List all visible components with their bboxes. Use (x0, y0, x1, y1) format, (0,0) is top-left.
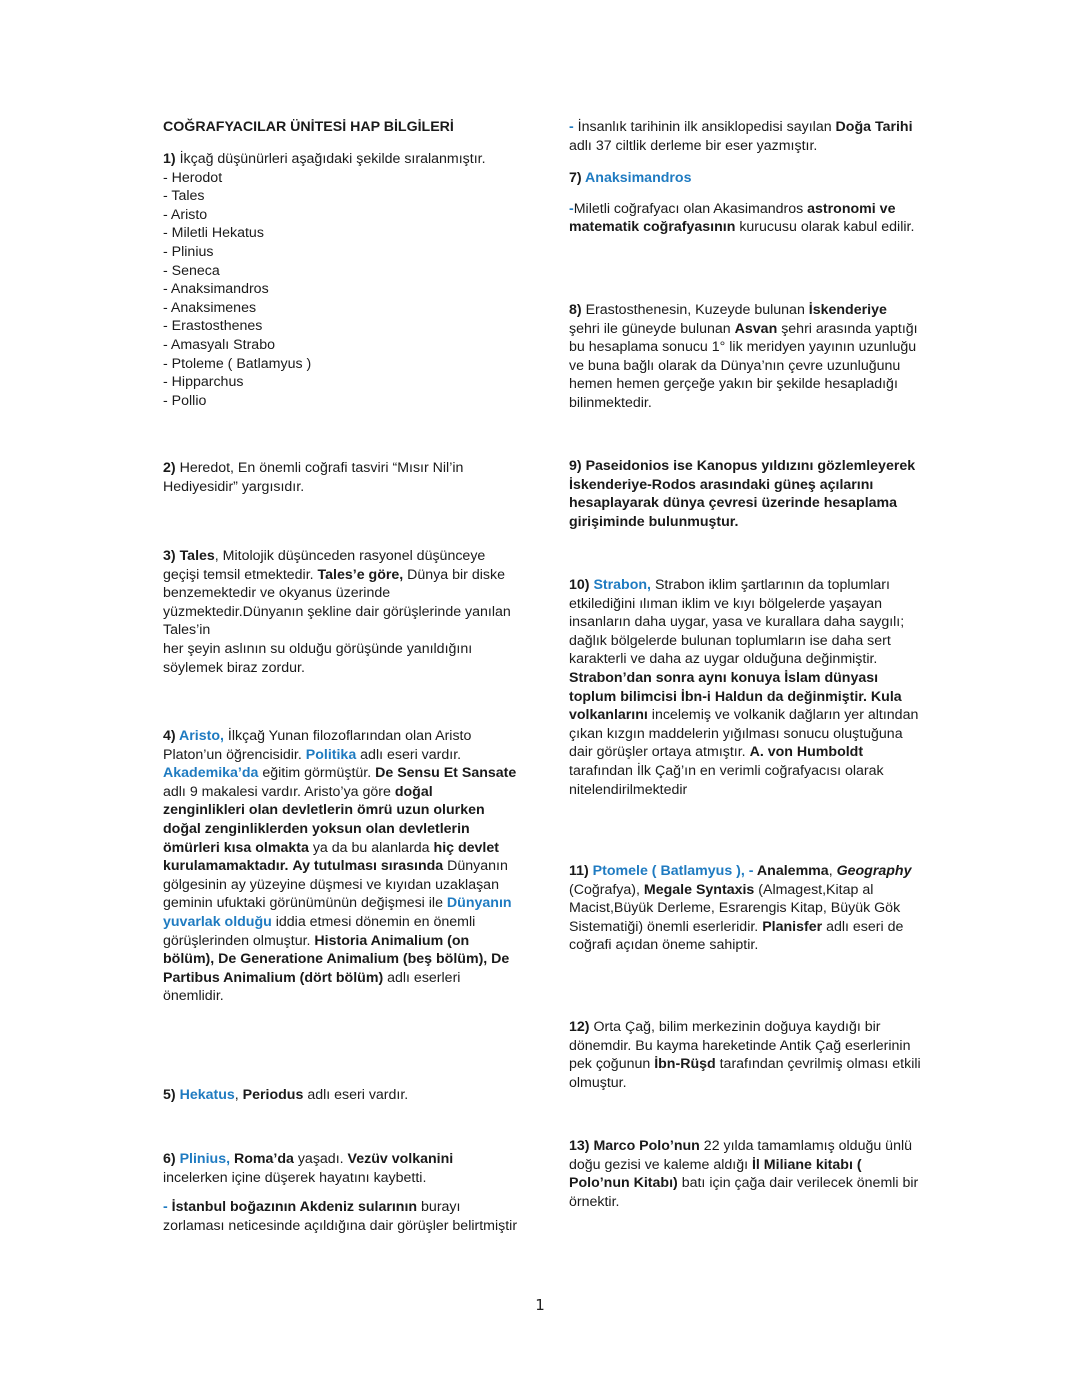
list-item: - Amasyalı Strabo (163, 336, 275, 353)
bold-text: Doğa Tarihi (835, 119, 913, 135)
bold-text: Roma’da (230, 1151, 294, 1167)
section-number: 11) (569, 863, 589, 879)
bold-text: Vezüv volkanini (347, 1151, 454, 1167)
section-text: Dünya bir diske benzemektedir ve okyanus üzerinde yüzmektedir.Dünyanın şekline dair görüşlerinde yanılan Tales’in (163, 566, 511, 639)
section-text: iddia etmesi dönemin en önemli görüşlerinden olmuştur. (163, 913, 476, 949)
section-text: her şeyin aslının su olduğu görüşünde yanıldığını söylemek biraz zordur. (163, 640, 473, 676)
section-number: 6) (163, 1151, 176, 1167)
section-text: adlı 37 ciltlik derleme bir eser yazmıştır. (569, 137, 818, 154)
bold-text: hiç devlet kurulamamaktadır. (163, 839, 499, 875)
thinkers-list (163, 169, 518, 411)
list-item: - Herodot (163, 169, 223, 186)
section-number: 10) (569, 577, 590, 593)
section-text: İlkçağ Yunan filozoflarından olan Aristo Platon’un öğrencisidir. (163, 728, 472, 763)
section-name: Aristo, (175, 728, 224, 744)
section-text: incelemiş ve volkanik dağların yer altından çıkan kızgın maddelerin yığılması sonucu oluştuğuna dair görüşler ortaya atmıştır. (569, 707, 919, 761)
bold-text: Tales’e göre, (317, 566, 404, 583)
section-text: şehri ile güneyde bulunan (569, 320, 735, 337)
section-text: burayı zorlaması neticesinde açıldığına dair görüşler belirtmiştir (163, 1199, 518, 1234)
section-text: adlı 9 makalesi vardır. Aristo’ya göre (163, 783, 395, 800)
section-6 (163, 1150, 518, 1235)
section-13 (569, 1137, 921, 1211)
section-text: adlı eseri vardır. (356, 746, 462, 763)
section-text: adlı eseri vardır. (303, 1087, 409, 1103)
bold-text: astronomi ve matematik coğrafyasının (569, 200, 896, 236)
section-number: 9) (569, 458, 582, 474)
section-8 (569, 301, 921, 413)
bold-text: Historia Animalium (on bölüm), De Generatione Animalium (beş bölüm), De Partibus Animalium (dört bölüm) (163, 932, 510, 986)
section-name: Ptomele ( Batlamyus ), - (588, 863, 754, 879)
section-name: Tales (175, 548, 215, 564)
section-text: Erastosthenesin, Kuzeyde bulunan (581, 302, 809, 318)
section-number: 1) (163, 151, 176, 167)
section-text: (Coğrafya), (569, 881, 644, 898)
list-item: - Pollio (163, 392, 207, 409)
section-2 (163, 459, 518, 496)
bold-text: İskenderiye (808, 302, 887, 318)
section-number: 5) (163, 1087, 176, 1103)
bold-text: De Sensu Et Sansate (375, 765, 517, 782)
section-text: tarafından çevrilmiş olması etkili olmuştur. (569, 1056, 921, 1091)
bold-text: Paseidonios ise Kanopus yıldızını gözlemleyerek İskenderiye-Rodos arasındaki güneş açılarını hesaplayarak dünya çevresi üzerinde hesaplama girişiminde bulunmuştur. (569, 458, 916, 530)
list-item: - Miletli Hekatus (163, 225, 264, 242)
section-number: 4) (163, 728, 176, 744)
section-text: Strabon iklim şartlarının da toplumları etkilediğini ılıman iklim ve kıyı bölgelerde yaşayan insanların daha uygar, yasa ve kurallara daha saygılı; dağlık bölgelerde bulunan toplumların ise daha sert karakterli ve daha az uygar olduğuna değinmiştir. (569, 577, 905, 668)
bold-italic-text: Geography (836, 863, 912, 879)
section-text: Orta Çağ, bilim merkezinin doğuya kaydığı bir dönemdir. Bu kayma hareketinde Antik Çağ eserlerinin pek çoğunun (569, 1019, 911, 1073)
bold-text: Periodus (242, 1087, 304, 1103)
highlight-text: Dünyanın yuvarlak olduğu (163, 895, 512, 930)
bold-text: İbn-Rüşd (654, 1056, 716, 1073)
page-title (163, 118, 518, 137)
section-text: İnsanlık tarihinin ilk ansiklopedisi sayılan (573, 119, 836, 135)
highlight-text: Akademika’da (163, 765, 259, 782)
section-6-continued (569, 118, 921, 155)
list-item: - Plinius (163, 243, 214, 260)
bold-text: Asvan (734, 320, 778, 337)
section-text: (Almagest,Kitap al Macist,Büyük Derleme, Esrarengis Kitap, Büyük Gök Sistematiği) önemli eserleridir. (569, 881, 901, 935)
dash-marker: - (569, 200, 574, 217)
section-text: batı için çağa dair verilecek önemli bir örnektir. (569, 1175, 919, 1210)
section-text: 22 yılda tamamlamış olduğu ünlü doğu gezisi ve kaleme aldığı (569, 1138, 912, 1173)
list-item: - Tales (163, 188, 205, 205)
list-item: - Anaksimandros (163, 281, 269, 298)
section-11 (569, 862, 921, 955)
bold-text: A. von Humboldt (749, 744, 864, 761)
bold-text: Megale Syntaxis (643, 881, 755, 898)
title-text: COĞRAFYACILAR ÜNİTESİ HAP BİLGİLERİ (163, 119, 454, 135)
list-item: - Anaksimenes (163, 299, 257, 316)
section-name: Anaksimandros (581, 170, 692, 186)
section-number: 3) (163, 548, 176, 564)
section-3 (163, 547, 518, 677)
section-text: incelerken içine düşerek hayatını kaybetti. (163, 1169, 427, 1186)
section-text: ya da bu alanlarda (308, 839, 434, 856)
section-text: , (828, 863, 837, 879)
bold-text: Planisfer (762, 918, 823, 935)
list-item: - Seneca (163, 262, 220, 279)
section-text: kurucusu olarak kabul edilir. (735, 219, 915, 236)
section-text: adlı eseri de coğrafi açıdan öneme sahiptir. (569, 918, 904, 954)
section-number: 7) (569, 170, 582, 186)
section-7 (569, 169, 921, 237)
section-text: İkçağ düşünürleri aşağıdaki şekilde sıralanmıştır. (175, 151, 486, 167)
section-text: Dünyanın gölgesinin ay yüzeyine düşmesi ve kıyıdan uzaklaşan geminin ufuktaki görünümünün değişmesi ile (163, 858, 508, 912)
highlight-text: Politika (305, 746, 357, 763)
section-text: yaşadı. (293, 1151, 348, 1167)
section-4 (163, 727, 518, 1006)
page-number: 1 (535, 1296, 545, 1314)
list-item: - Hipparchus (163, 374, 244, 391)
list-item: - Aristo (163, 206, 208, 223)
section-text: şehri arasında yaptığı bu hesaplama sonucu 1° lik meridyen yayının uzunluğu ve buna bağlı olarak da Dünya’nın çevre uzunluğunu hemen hemen gerçeğe yakın bir şekilde hesapladığı bilinmektedir. (569, 320, 918, 411)
bold-text: Strabon’dan sonra aynı konuya İslam dünyası toplum bilimcisi İbn-i Haldun da değinmiştir. (569, 669, 879, 705)
section-number: 12) (569, 1019, 590, 1035)
section-number: 8) (569, 302, 582, 318)
section-text: , (234, 1087, 243, 1103)
section-text: , Mitolojik düşünceden rasyonel düşünceye geçişi temsil etmektedir. (163, 548, 486, 583)
bold-text: doğal zenginlikleri olan devletlerin ömrü uzun olurken doğal zenginliklerden yoksun olan devletlerin ömürleri kısa olmakta (163, 783, 485, 856)
section-name: Hekatus (175, 1087, 235, 1103)
dash-marker: - (163, 1199, 168, 1216)
section-5 (163, 1086, 518, 1105)
dash-marker: - (569, 119, 574, 135)
section-10 (569, 576, 921, 799)
section-9 (569, 457, 921, 531)
bold-text: Ay tutulması sırasında (292, 858, 444, 875)
section-12 (569, 1018, 921, 1092)
section-text: Heredot, En önemli coğrafi tasviri “Mısır Nil’in Hediyesidir” yargısıdır. (163, 460, 464, 495)
bold-text: İl Miliane kitabı ( Polo’nun Kitabı) (569, 1156, 862, 1192)
section-text: eğitim görmüştür. (258, 765, 376, 782)
section-name: Strabon, (589, 577, 651, 593)
bold-text: Analemma (753, 863, 829, 879)
bold-text: 13) Marco Polo’nun (569, 1138, 700, 1154)
section-name: Plinius, (175, 1151, 231, 1167)
section-1 (163, 150, 518, 410)
bold-text: Kula volkanlarını (569, 688, 902, 724)
list-item: - Ptoleme ( Batlamyus ) (163, 355, 312, 372)
section-number: 2) (163, 460, 176, 476)
section-text: tarafından İlk Çağ’ın en verimli coğrafyacısı olarak nitelendirilmektedir (569, 762, 884, 798)
list-item: - Erastosthenes (163, 318, 263, 335)
bold-text: İstanbul boğazının Akdeniz sularının (167, 1199, 418, 1216)
section-text: Miletli coğrafyacı olan Akasimandros (573, 200, 808, 217)
section-text: adlı eserleri önemlidir. (163, 969, 461, 1005)
